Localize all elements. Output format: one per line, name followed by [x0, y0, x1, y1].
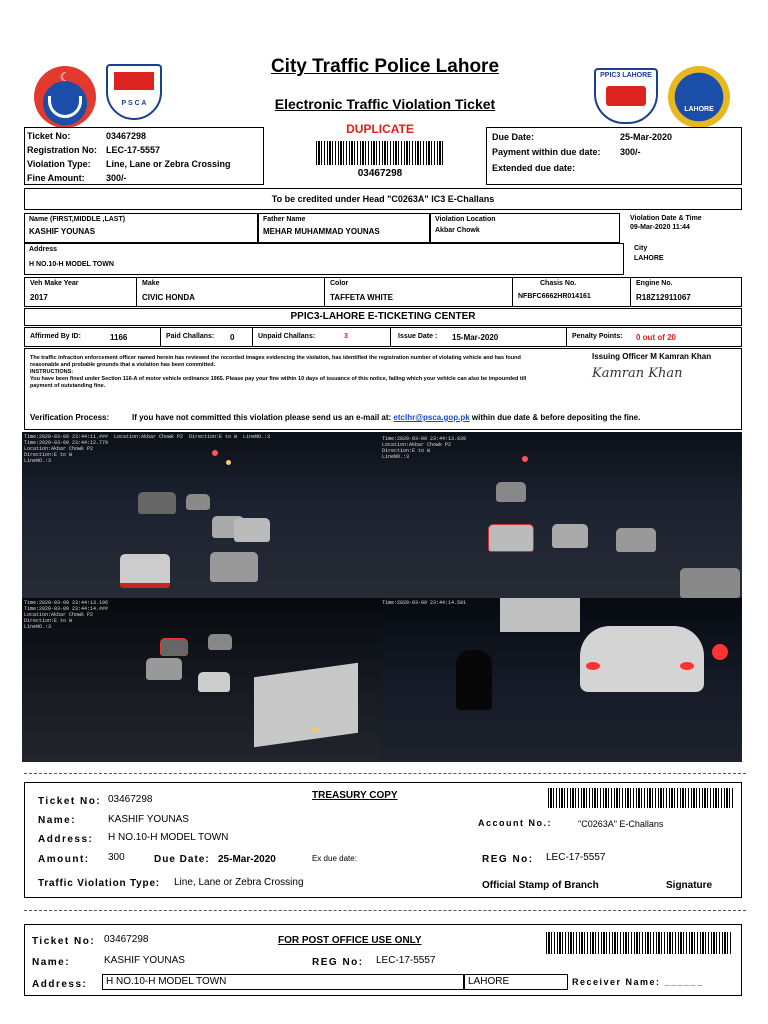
- engine-value: R18Z12911067: [636, 293, 691, 302]
- notice-instructions: INSTRUCTIONS:: [30, 369, 74, 375]
- treasury-reg-label: REG No:: [482, 854, 534, 865]
- city-traffic-police-logo: [668, 66, 730, 128]
- treasury-violation: Line, Lane or Zebra Crossing: [174, 877, 304, 888]
- separator-1: [24, 773, 746, 774]
- issuing-officer: Issuing Officer M Kamran Khan: [592, 352, 712, 361]
- amount-value: 300: [108, 852, 125, 863]
- ticket-no: 03467298: [106, 131, 147, 141]
- year-label: Veh Make Year: [30, 280, 79, 287]
- violation-photo-3: [22, 598, 380, 762]
- ctp-logo-text: LAHORE: [684, 106, 714, 113]
- location-cell: [430, 213, 620, 243]
- datetime-cell: [626, 213, 742, 241]
- top-barcode: [316, 141, 444, 165]
- due-date: 25-Mar-2020: [620, 132, 673, 142]
- issue-value: 15-Mar-2020: [452, 333, 499, 342]
- violation-photo-4: [380, 598, 742, 762]
- notice-paragraph-2: You have been fined under Section 116-A of motor vehicle ordinance 1965. Please pay your fine within 10 days of issuance of this notice, failing which your vehicle can also be impounded till payment of outstanding fine.: [30, 376, 527, 389]
- vehicle-box: [24, 277, 742, 307]
- paid-value: 0: [230, 333, 235, 342]
- treasury-due-label: Due Date:: [154, 854, 210, 865]
- ppic3-logo: [594, 68, 658, 124]
- issue-label: Issue Date :: [398, 333, 438, 340]
- post-ticket-label: Ticket No:: [32, 936, 96, 947]
- city-cell: [630, 243, 742, 275]
- ticket-no-label: Ticket No:: [27, 131, 71, 141]
- treasury-due: 25-Mar-2020: [218, 854, 276, 865]
- name-label: Name (FIRST,MIDDLE ,LAST): [29, 216, 126, 223]
- credit-line: To be credited under Head "C0263A" IC3 E-Challans: [271, 194, 495, 204]
- punjab-police-logo: ☾: [34, 66, 96, 128]
- datetime-value: 09-Mar-2020 11:44: [630, 224, 690, 231]
- notice-paragraph-1: The traffic infraction enforcement officer named herein has reviewed the recorded images evidencing the violation, has identified the registration number of violating vehicle and has found reasonable and probable grounds that a violation has been committed.: [30, 355, 521, 368]
- address-label: Address: [29, 246, 58, 253]
- duplicate-label: DUPLICATE: [346, 122, 414, 136]
- photo-2-overlay: Time:2020-03-09 23:44:13.839 Location:Akbar Chowk P2 Direction:E to W LineNO.:3: [382, 436, 467, 460]
- chasis-value: NFBFC6662HR014161: [518, 293, 591, 300]
- receiver-name-label: Receiver Name: ______: [572, 977, 704, 987]
- affirmed-value: 1166: [110, 333, 128, 342]
- treasury-name-label: Name:: [38, 815, 77, 826]
- verification-email-link[interactable]: etclhr@psca.gop.pk: [393, 413, 470, 422]
- ppic3-logo-text: PPIC3 LAHORE: [600, 72, 652, 79]
- treasury-address-label: Address:: [38, 834, 94, 845]
- fine-amount-label: Fine Amount:: [27, 173, 85, 183]
- address-cell: [24, 243, 624, 275]
- violation-photo-1: [22, 432, 380, 598]
- address-value: H NO.10-H MODEL TOWN: [29, 261, 114, 268]
- top-barcode-number: 03467298: [357, 168, 403, 179]
- location-value: Akbar Chowk: [435, 227, 480, 234]
- father-cell: [258, 213, 430, 243]
- city-label: City: [634, 245, 648, 252]
- affirmed-label: Affirmed By ID:: [30, 333, 81, 340]
- chasis-label: Chasis No.: [540, 280, 577, 287]
- location-label: Violation Location: [435, 216, 496, 223]
- violation-type-label: Violation Type:: [27, 159, 91, 169]
- account-value: "C0263A" E-Challans: [578, 819, 664, 829]
- ex-due-label: Ex due date:: [312, 854, 357, 863]
- account-label: Account No.:: [478, 818, 552, 828]
- post-city: LAHORE: [464, 974, 568, 990]
- penalty-label: Penalty Points:: [572, 333, 623, 340]
- photo-4-overlay: Time:2020-03-09 23:44:14.501: [382, 600, 467, 606]
- paid-label: Paid Challans:: [166, 333, 215, 340]
- reg-no-label: Registration No:: [27, 145, 98, 155]
- name-value: KASHIF YOUNAS: [29, 227, 96, 236]
- post-reg: LEC-17-5557: [376, 955, 436, 966]
- make-value: CIVIC HONDA: [142, 293, 195, 302]
- violation-photo-2: [380, 432, 742, 598]
- post-title: FOR POST OFFICE USE ONLY: [278, 935, 422, 946]
- signature-label: Signature: [666, 880, 713, 891]
- father-value: MEHAR MUHAMMAD YOUNAS: [263, 227, 380, 236]
- violation-type: Line, Lane or Zebra Crossing: [106, 159, 231, 169]
- color-label: Color: [330, 280, 349, 287]
- due-date-label: Due Date:: [492, 132, 535, 142]
- photo-1-overlay: Time:2020-03-09 23:44:11.### Location:Akbar Chowk P2 Direction:E to W LineNO.:3 Time:2020-03-09 23:44:12.779 Location:Akbar Chowk P2 Direction:E to W LineNO.:3: [24, 434, 271, 464]
- penalty-value: 0 out of 20: [636, 333, 677, 342]
- year-value: 2017: [30, 293, 48, 302]
- verification-text-1: If you have not committed this violation please send us an e-mail at:: [132, 413, 392, 422]
- color-value: TAFFETA WHITE: [330, 293, 393, 302]
- page-title: City Traffic Police Lahore: [270, 56, 500, 77]
- engine-label: Engine No.: [636, 280, 673, 287]
- unpaid-label: Unpaid Challans:: [258, 333, 316, 340]
- payment-amount: 300/-: [620, 147, 641, 157]
- psca-logo: [106, 64, 162, 120]
- treasury-ticket-label: Ticket No:: [38, 796, 102, 807]
- post-ticket: 03467298: [104, 934, 149, 945]
- page-subtitle: Electronic Traffic Violation Ticket: [274, 96, 496, 112]
- datetime-label: Violation Date & Time: [630, 215, 702, 222]
- post-name: KASHIF YOUNAS: [104, 955, 185, 966]
- amount-label: Amount:: [38, 854, 90, 865]
- reg-no: LEC-17-5557: [106, 145, 161, 155]
- post-barcode: [546, 932, 732, 954]
- fine-amount: 300/-: [106, 173, 127, 183]
- city-value: LAHORE: [634, 255, 664, 262]
- center-title: PPIC3-LAHORE E-TICKETING CENTER: [290, 311, 476, 322]
- treasury-barcode: [548, 788, 734, 808]
- officer-signature: Kamran Khan: [592, 366, 683, 381]
- post-reg-label: REG No:: [312, 957, 364, 968]
- psca-logo-text: P S C A: [121, 100, 147, 107]
- post-address: H NO.10-H MODEL TOWN: [102, 974, 464, 990]
- verification-text-2: within due date & before depositing the fine.: [471, 413, 641, 422]
- photo-3-overlay: Time:2020-03-09 23:44:13.196 Time:2020-03-09 23:44:14.### Location:Akbar Chowk P2 Direction:E to W LineNO.:3: [24, 600, 109, 630]
- name-cell: [24, 213, 258, 243]
- make-label: Make: [142, 280, 160, 287]
- separator-2: [24, 910, 746, 911]
- treasury-name: KASHIF YOUNAS: [108, 814, 189, 825]
- treasury-address: H NO.10-H MODEL TOWN: [108, 832, 229, 843]
- unpaid-value: 3: [344, 333, 348, 340]
- stats-box: [24, 327, 742, 347]
- treasury-reg: LEC-17-5557: [546, 852, 606, 863]
- verification-label: Verification Process:: [30, 413, 110, 422]
- post-name-label: Name:: [32, 957, 71, 968]
- father-label: Father Name: [263, 216, 306, 223]
- treasury-title: TREASURY COPY: [312, 790, 398, 801]
- treasury-ticket: 03467298: [108, 794, 153, 805]
- extended-due-label: Extended due date:: [492, 163, 576, 173]
- payment-label: Payment within due date:: [492, 147, 601, 157]
- violation-type-label-treasury: Traffic Violation Type:: [38, 878, 160, 889]
- post-address-label: Address:: [32, 979, 88, 990]
- official-stamp-label: Official Stamp of Branch: [482, 880, 599, 891]
- verification-text: [132, 413, 640, 422]
- notice-text: [30, 355, 540, 390]
